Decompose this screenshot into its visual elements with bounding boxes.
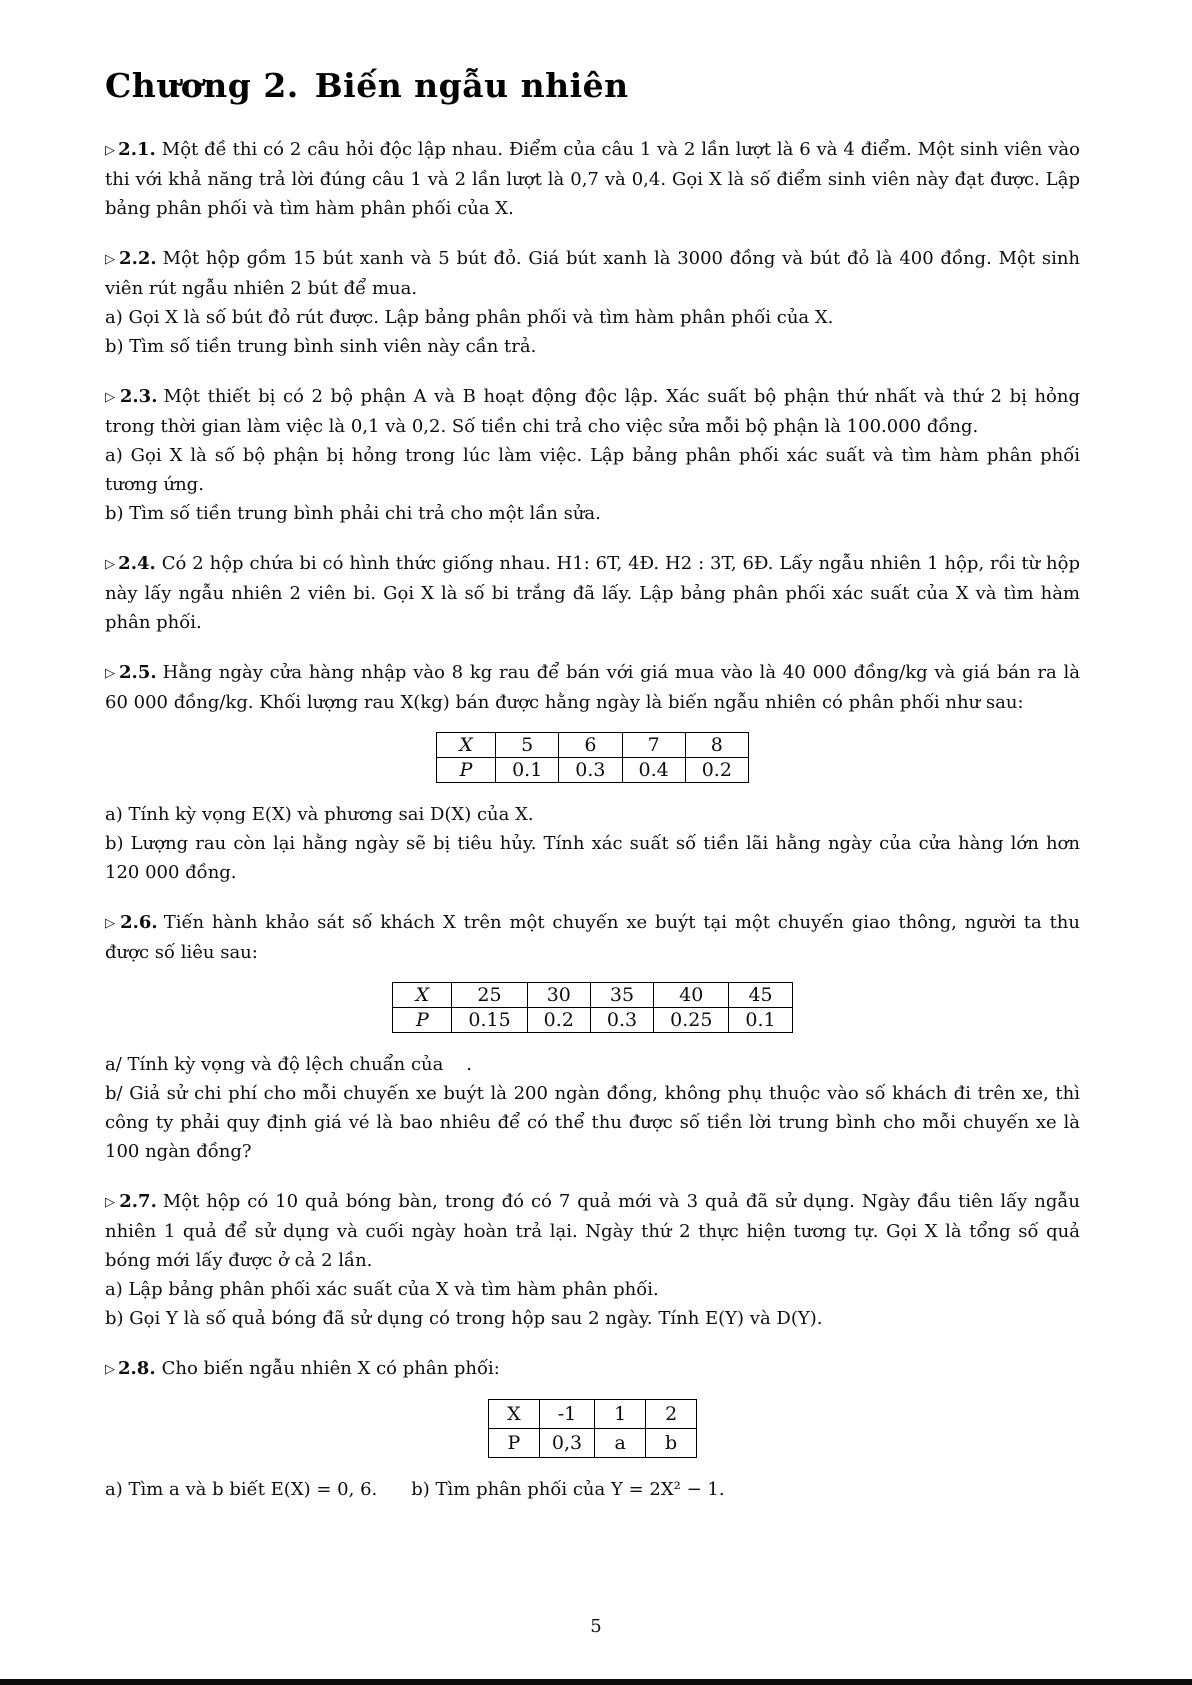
problem-text: Một đề thi có 2 câu hỏi độc lập nhau. Điểm của câu 1 và 2 lần lượt là 6 và 4 điểm. Một sinh viên vào thi với khả năng trả lời đúng câu 1 và 2 lần lượt là 0,7 và 0,4. Gọi X là số điểm sinh viên này đạt được. Lập bảng phân phối và tìm hàm phân phối của X. [105,139,1080,219]
triangle-bullet-icon: ▷ [105,666,117,681]
triangle-bullet-icon: ▷ [105,252,117,267]
problem-statement [105,549,1080,637]
sub-item-a: a) Gọi X là số bút đỏ rút được. Lập bảng phân phối và tìm hàm phân phối của X. [105,307,834,328]
problem-2-2 [105,244,1080,361]
sub-item-b: b) Tìm số tiền trung bình sinh viên này cần trả. [105,336,537,357]
table-row-p [393,1008,792,1033]
problem-number: 2.3. [119,386,158,407]
problem-2-1 [105,135,1080,223]
triangle-bullet-icon: ▷ [105,1362,115,1377]
table-cell: -1 [539,1400,594,1429]
table-cell: b [646,1429,697,1458]
problem-statement [105,1354,1080,1384]
sub-item-a: a) Tìm a và b biết E(X) = 0, 6. [105,1479,378,1500]
table-cell: 40 [654,983,729,1008]
table-cell: X [437,733,496,758]
table-row-p [437,758,749,783]
table-cell: 0.3 [559,758,622,783]
sub-item-a: a) Gọi X là số bộ phận bị hỏng trong lúc làm việc. Lập bảng phân phối xác suất và tìm hàm phân phối tương ứng. [105,445,1080,495]
table-cell: P [488,1429,539,1458]
table-cell: 7 [622,733,685,758]
table-row-x [437,733,749,758]
triangle-bullet-icon: ▷ [105,1195,117,1210]
problem-text: Một hộp có 10 quả bóng bàn, trong đó có 7 quả mới và 3 quả đã sử dụng. Ngày đầu tiên lấy ngẫu nhiên 1 quả để sử dụng và cuối ngày hoàn trả lại. Ngày thứ 2 thực hiện tương tự. Gọi X là tổng số quả bóng mới lấy được ở cả 2 lần. [105,1191,1081,1271]
problem-text: Tiến hành khảo sát số khách X trên một chuyến xe buýt tại một chuyến giao thông, người ta thu được số liêu sau: [105,912,1080,963]
problem-statement [105,908,1080,967]
sub-item-a: a) Tính kỳ vọng E(X) và phương sai D(X) của X. [105,804,534,825]
problem-number: 2.4. [118,553,156,574]
table-cell: 0,3 [539,1429,594,1458]
problem-number: 2.8. [118,1358,156,1379]
table-cell: 25 [452,983,527,1008]
table-cell: P [393,1008,452,1033]
triangle-bullet-icon: ▷ [105,916,118,931]
table-cell: 8 [685,733,748,758]
chapter-title [105,66,1080,105]
table-cell: 5 [496,733,559,758]
table-cell: 1 [595,1400,646,1429]
problem-2-7 [105,1187,1080,1333]
probability-table-2-5 [436,732,749,783]
problem-number: 2.2. [119,248,157,269]
table-cell: 35 [590,983,653,1008]
sub-item-a: a) Lập bảng phân phối xác suất của X và tìm hàm phân phối. [105,1279,659,1300]
table-cell: P [437,758,496,783]
problem-number: 2.1. [118,139,156,160]
sub-item-a: a/ Tính kỳ vọng và độ lệch chuẩn của . [105,1054,472,1075]
table-row-x [488,1400,696,1429]
problem-text: Một thiết bị có 2 bộ phận A và B hoạt động độc lập. Xác suất bộ phận thứ nhất và thứ 2 bị hỏng trong thời gian làm việc là 0,1 và 0,2. Số tiền chi trả cho việc sửa mỗi bộ phận là 100.000 đồng. [105,386,1081,437]
problem-statement [105,244,1080,303]
problem-text: Một hộp gồm 15 bút xanh và 5 bút đỏ. Giá bút xanh là 3000 đồng và bút đỏ là 400 đồng. Một sinh viên rút ngẫu nhiên 2 bút để mua. [105,248,1081,299]
triangle-bullet-icon: ▷ [105,143,116,158]
table-cell: 0.2 [685,758,748,783]
sub-item-b: b) Lượng rau còn lại hằng ngày sẽ bị tiêu hủy. Tính xác suất số tiền lãi hằng ngày của cửa hàng lớn hơn 120 000 đồng. [105,833,1080,883]
table-cell: 45 [729,983,792,1008]
chapter-name: Biến ngẫu nhiên [314,66,629,105]
problem-text: Cho biến ngẫu nhiên X có phân phối: [161,1358,500,1379]
table-cell: X [488,1400,539,1429]
table-cell: 0.25 [654,1008,729,1033]
table-cell: 0.15 [452,1008,527,1033]
sub-items-inline [105,1475,1080,1504]
sub-item-b: b/ Giả sử chi phí cho mỗi chuyến xe buýt là 200 ngàn đồng, không phụ thuộc vào số khách đi trên xe, thì công ty phải quy định giá vé là bao nhiêu để có thể thu được số tiền lời trung bình cho mỗi chuyến xe là 100 ngàn đồng? [105,1083,1080,1162]
triangle-bullet-icon: ▷ [105,390,117,405]
table-cell: X [393,983,452,1008]
problem-statement [105,135,1080,223]
problem-2-3 [105,382,1080,528]
table-cell: 0.3 [590,1008,653,1033]
table-cell: 0.4 [622,758,685,783]
table-cell: 0.1 [729,1008,792,1033]
table-cell: 2 [646,1400,697,1429]
problem-statement [105,382,1080,441]
problem-2-8 [105,1354,1080,1504]
sub-item-b: b) Tìm phân phối của Y = 2X² − 1. [411,1479,725,1500]
triangle-bullet-icon: ▷ [105,557,116,572]
problem-text: Hằng ngày cửa hàng nhập vào 8 kg rau để bán với giá mua vào là 40 000 đồng/kg và giá bán ra là 60 000 đồng/kg. Khối lượng rau X(kg) bán được hằng ngày là biến ngẫu nhiên có phân phối như sau: [105,662,1081,713]
probability-table-2-6 [392,982,792,1033]
problem-number: 2.5. [119,662,157,683]
problem-statement [105,658,1080,717]
table-cell: 30 [527,983,590,1008]
table-cell: 6 [559,733,622,758]
problem-number: 2.6. [120,912,158,933]
problem-number: 2.7. [119,1191,157,1212]
chapter-label: Chương 2. [105,66,299,105]
table-row-p [488,1429,696,1458]
problem-text: Có 2 hộp chứa bi có hình thức giống nhau. H1: 6T, 4Đ. H2 : 3T, 6Đ. Lấy ngẫu nhiên 1 hộp, rồi từ hộp này lấy ngẫu nhiên 2 viên bi. Gọi X là số bi trắng đã lấy. Lập bảng phân phối xác suất của X và tìm hàm phân phối. [105,553,1080,633]
problem-2-4 [105,549,1080,637]
table-cell: a [595,1429,646,1458]
table-row-x [393,983,792,1008]
page-bottom-edge [0,1679,1192,1685]
sub-item-b: b) Tìm số tiền trung bình phải chi trả cho một lần sửa. [105,503,601,524]
problem-2-6 [105,908,1080,1166]
table-cell: 0.1 [496,758,559,783]
table-cell: 0.2 [527,1008,590,1033]
sub-item-b: b) Gọi Y là số quả bóng đã sử dụng có trong hộp sau 2 ngày. Tính E(Y) và D(Y). [105,1308,823,1329]
page-number: 5 [590,1616,602,1637]
probability-table-2-8 [488,1399,697,1458]
problem-2-5 [105,658,1080,887]
problem-statement [105,1187,1080,1275]
